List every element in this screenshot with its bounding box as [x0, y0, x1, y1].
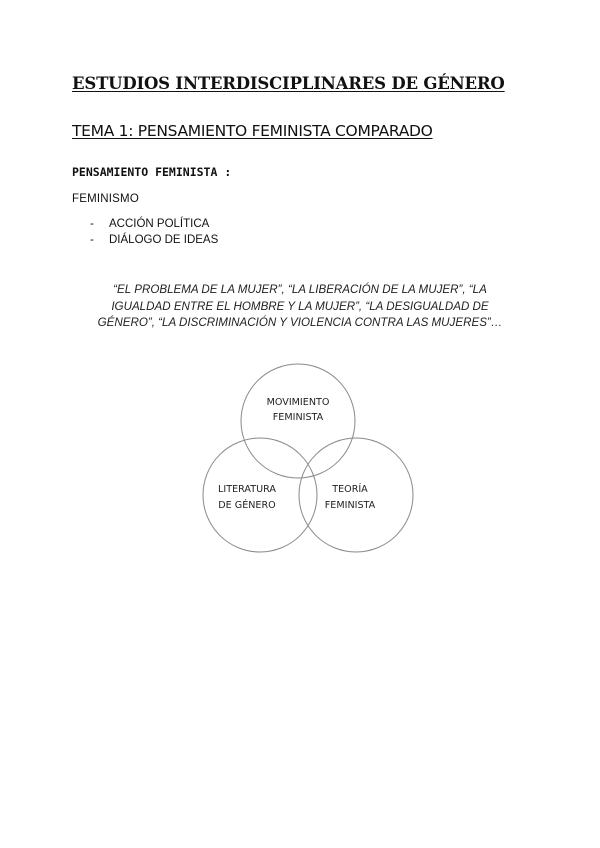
venn-diagram	[190, 355, 430, 565]
venn-label-literatura: DE GÉNERO	[218, 500, 276, 511]
section-heading: PENSAMIENTO FEMINISTA :	[72, 165, 232, 179]
venn-circle-literatura	[203, 438, 317, 552]
bullet-dash: -	[90, 234, 94, 246]
quote-block	[78, 282, 522, 332]
quote-line: GÉNERO”, “LA DISCRIMINACIÓN Y VIOLENCIA CONTRA LAS MUJERES”…	[97, 316, 503, 329]
document-title: ESTUDIOS INTERDISCIPLINARES DE GÉNERO	[72, 74, 505, 93]
bullet-dash: -	[90, 218, 94, 230]
bullet-list	[90, 216, 218, 248]
topic-title: TEMA 1: PENSAMIENTO FEMINISTA COMPARADO	[72, 122, 433, 140]
quote-line: “EL PROBLEMA DE LA MUJER”, “LA LIBERACIÓN DE LA MUJER”, “LA	[113, 283, 487, 296]
bullet-text: DIÁLOGO DE IDEAS	[109, 234, 219, 246]
venn-label-teoria: TEORÍA	[332, 484, 368, 495]
venn-label-movimiento: FEMINISTA	[272, 412, 324, 423]
venn-label-movimiento: MOVIMIENTO	[266, 397, 330, 408]
venn-label-teoria: FEMINISTA	[324, 500, 376, 511]
list-item	[90, 216, 218, 232]
venn-label-literatura: LITERATURA	[218, 484, 276, 495]
venn-circle-teoria	[299, 438, 413, 552]
quote-line: IGUALDAD ENTRE EL HOMBRE Y LA MUJER”, “LA DESIGUALDAD DE	[111, 299, 489, 313]
list-item	[90, 232, 218, 248]
bullet-text: ACCIÓN POLÍTICA	[109, 218, 210, 230]
term-label: FEMINISMO	[72, 193, 139, 205]
